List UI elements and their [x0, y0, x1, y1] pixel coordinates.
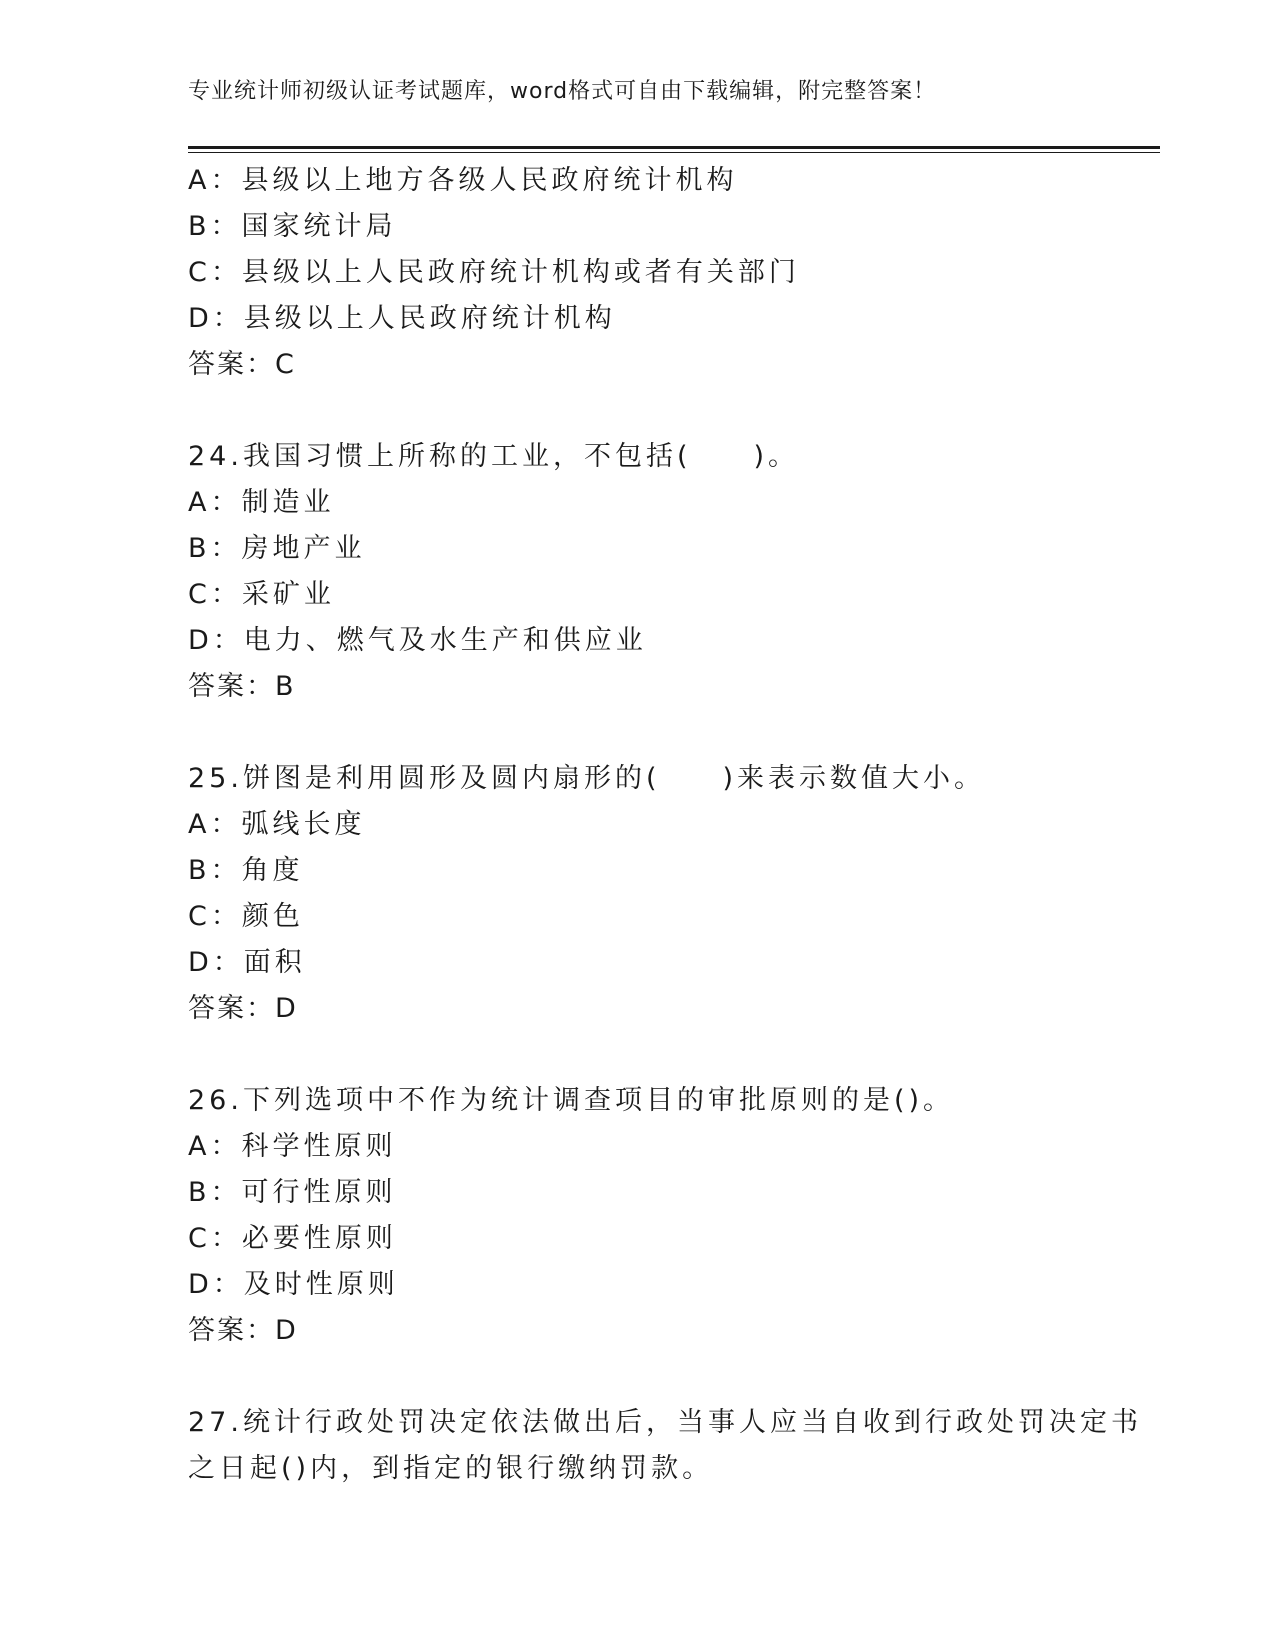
question-text: 25.饼图是利用圆形及圆内扇形的( )来表示数值大小。 — [188, 763, 986, 794]
option-c: C：必要性原则 — [188, 1223, 397, 1254]
question-24 — [188, 434, 1168, 710]
option-d: D：及时性原则 — [188, 1269, 399, 1300]
question-25 — [188, 756, 1168, 1032]
option-d: D：电力、燃气及水生产和供应业 — [188, 625, 647, 656]
option-a: A：弧线长度 — [188, 809, 366, 840]
question-list — [188, 158, 1168, 1492]
header-rule-thin — [188, 152, 1160, 153]
option-a: A：科学性原则 — [188, 1131, 397, 1162]
question-23 — [188, 158, 1168, 388]
option-d: D：县级以上人民政府统计机构 — [188, 303, 616, 334]
answer: 答案：D — [188, 993, 298, 1024]
option-c: C：县级以上人民政府统计机构或者有关部门 — [188, 257, 800, 288]
option-c: C：采矿业 — [188, 579, 335, 610]
option-b: B：国家统计局 — [188, 211, 397, 242]
option-b: B：房地产业 — [188, 533, 366, 564]
question-26 — [188, 1078, 1168, 1354]
answer: 答案：B — [188, 671, 296, 702]
answer: 答案：C — [188, 349, 296, 380]
option-a: A：制造业 — [188, 487, 335, 518]
header-rule-thick — [188, 146, 1160, 149]
question-27 — [188, 1400, 1168, 1492]
option-d: D：面积 — [188, 947, 306, 978]
question-text-line-2: 之日起()内，到指定的银行缴纳罚款。 — [188, 1453, 714, 1484]
option-b: B：角度 — [188, 855, 304, 886]
option-a: A：县级以上地方各级人民政府统计机构 — [188, 165, 738, 196]
question-text: 26.下列选项中不作为统计调查项目的审批原则的是()。 — [188, 1085, 955, 1116]
answer: 答案：D — [188, 1315, 298, 1346]
question-text-line-1: 27.统计行政处罚决定依法做出后，当事人应当自收到行政处罚决定书 — [188, 1407, 1142, 1438]
question-text: 24.我国习惯上所称的工业，不包括( )。 — [188, 441, 800, 472]
option-c: C：颜色 — [188, 901, 304, 932]
option-b: B：可行性原则 — [188, 1177, 397, 1208]
page-header: 专业统计师初级认证考试题库，word格式可自由下载编辑，附完整答案！ — [188, 79, 937, 104]
